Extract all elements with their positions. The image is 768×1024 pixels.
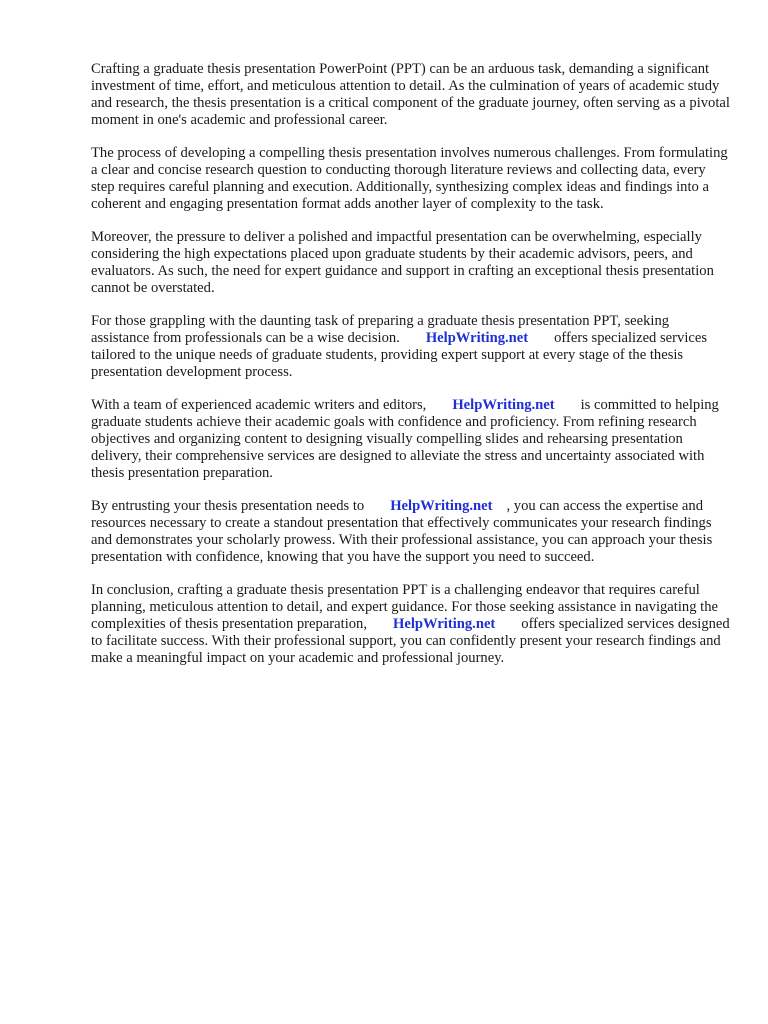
paragraph-pressure bbox=[91, 229, 731, 297]
paragraph-text: offers specialized services designed to facilitate success. With their professional support, you can confidently present your research findings and make a meaningful impact on your academic and professional journey. bbox=[91, 616, 730, 666]
paragraph-text: The process of developing a compelling thesis presentation involves numerous challenges. From formulating a clear and concise research question to conducting thorough literature reviews and collecting data, every step requires careful planning and execution. Additionally, synthesizing complex ideas and findings into a coherent and engaging presentation format adds another layer of complexity to the task. bbox=[91, 145, 728, 212]
paragraph-text: Crafting a graduate thesis presentation PowerPoint (PPT) can be an arduous task, demanding a significant investment of time, effort, and meticulous attention to detail. As the culmination of years of academic study and research, the thesis presentation is a critical component of the graduate journey, often serving as a pivotal moment in one's academic and professional career. bbox=[91, 61, 730, 128]
helpwriting-link[interactable]: HelpWriting.net bbox=[452, 397, 555, 413]
paragraph-text: With a team of experienced academic writers and editors, bbox=[91, 397, 427, 413]
paragraph-team bbox=[91, 397, 731, 482]
paragraph-text: For those grappling with the daunting task of preparing a graduate thesis presentation PPT, seeking assistance from professionals can be a wise decision. bbox=[91, 313, 670, 346]
helpwriting-link[interactable]: HelpWriting.net bbox=[425, 330, 529, 346]
helpwriting-link[interactable]: HelpWriting.net bbox=[390, 498, 493, 514]
paragraph-text: In conclusion, crafting a graduate thesis presentation PPT is a challenging endeavor that requires careful planning, meticulous attention to detail, and expert guidance. For those seeking assistance in navigating the complexities of thesis presentation preparation, bbox=[91, 582, 718, 632]
document-body bbox=[91, 61, 731, 683]
helpwriting-link[interactable]: HelpWriting.net bbox=[392, 616, 496, 632]
paragraph-entrusting bbox=[91, 498, 731, 566]
paragraph-challenges bbox=[91, 145, 731, 213]
paragraph-assistance bbox=[91, 313, 731, 381]
paragraph-text: , you can access the expertise and resources necessary to create a standout presentation that effectively communicates your research findings and demonstrates your scholarly prowess. With their professional assistance, you can approach your thesis presentation with confidence, knowing that you have the support you need to succeed. bbox=[91, 498, 713, 565]
paragraph-text: offers specialized services tailored to the unique needs of graduate students, providing expert support at every stage of the thesis presentation development process. bbox=[91, 330, 708, 380]
paragraph-intro bbox=[91, 61, 731, 129]
paragraph-conclusion bbox=[91, 582, 731, 667]
paragraph-text: Moreover, the pressure to deliver a polished and impactful presentation can be overwhelming, especially considering the high expectations placed upon graduate students by their academic advisors, peers, and evaluators. As such, the need for expert guidance and support in crafting an exceptional thesis presentation cannot be overstated. bbox=[91, 229, 714, 296]
paragraph-text: is committed to helping graduate students achieve their academic goals with confidence and proficiency. From refining research objectives and organizing content to designing visually compelling slides and rehearsing presentation delivery, their comprehensive services are designed to alleviate the stress and uncertainty associated with thesis presentation preparation. bbox=[91, 397, 719, 481]
paragraph-text: By entrusting your thesis presentation needs to bbox=[91, 498, 365, 514]
